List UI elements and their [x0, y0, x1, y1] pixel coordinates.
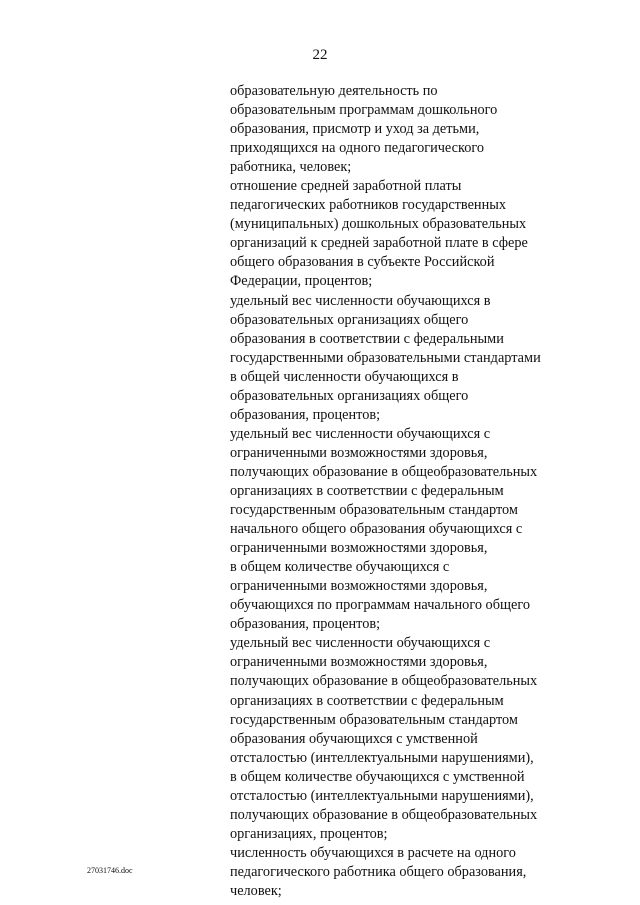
text-line: получающих образование в общеобразовательных [230, 463, 538, 480]
text-line: приходящихся на одного педагогического [230, 140, 485, 157]
text-line: получающих образование в общеобразовательных [230, 673, 538, 690]
text-line: педагогического работника общего образования, [230, 863, 527, 880]
text-line: образования обучающихся с умственной [230, 730, 478, 747]
text-line: в общем количестве обучающихся с умственной [230, 768, 525, 785]
text-line: образовательных организациях общего [230, 311, 469, 328]
text-line: удельный вес численности обучающихся с [230, 425, 491, 442]
text-line: ограниченными возможностями здоровья, [230, 444, 488, 461]
text-line: образования в соответствии с федеральными [230, 330, 504, 347]
text-line: (муниципальных) дошкольных образовательных [230, 216, 527, 233]
page-number: 22 [312, 47, 328, 63]
text-line: начального общего образования обучающихся с [230, 521, 523, 538]
text-line: ограниченными возможностями здоровья, [230, 540, 488, 557]
text-line: государственным образовательным стандартом [230, 502, 518, 519]
text-line: человек; [230, 882, 282, 899]
text-line: ограниченными возможностями здоровья, [230, 578, 488, 595]
text-line: образования, процентов; [230, 616, 381, 633]
text-line: государственными образовательными стандартами [230, 349, 541, 366]
text-line: отсталостью (интеллектуальными нарушениями), [230, 787, 534, 804]
text-line: работника, человек; [230, 159, 352, 176]
text-line: образования, процентов; [230, 406, 381, 423]
text-line: отсталостью (интеллектуальными нарушениями), [230, 749, 534, 766]
document-body [230, 82, 575, 901]
text-line: получающих образование в общеобразовательных [230, 806, 538, 823]
text-line: образовательным программам дошкольного [230, 102, 498, 119]
text-line: отношение средней заработной платы [230, 178, 462, 195]
text-line: в общем количестве обучающихся с [230, 559, 450, 576]
text-line: организаций к средней заработной плате в сфере [230, 235, 528, 252]
text-line: государственным образовательным стандартом [230, 711, 518, 728]
text-line: обучающихся по программам начального общего [230, 597, 530, 614]
text-line: общего образования в субъекте Российской [230, 254, 495, 271]
document-footer-filename: 27031746.doc [87, 866, 133, 875]
text-line: численность обучающихся в расчете на одного [230, 844, 516, 861]
text-line: удельный вес численности обучающихся в [230, 292, 491, 309]
text-line: педагогических работников государственных [230, 197, 506, 214]
text-line: в общей численности обучающихся в [230, 368, 459, 385]
text-line: образования, присмотр и уход за детьми, [230, 121, 480, 138]
text-line: ограниченными возможностями здоровья, [230, 654, 488, 671]
text-line: организациях в соответствии с федеральным [230, 482, 504, 499]
text-line: образовательных организациях общего [230, 387, 469, 404]
text-line: Федерации, процентов; [230, 273, 373, 290]
text-line: образовательную деятельность по [230, 83, 438, 99]
text-line: организациях, процентов; [230, 825, 388, 842]
text-line: удельный вес численности обучающихся с [230, 635, 491, 652]
text-line: организациях в соответствии с федеральным [230, 692, 504, 709]
